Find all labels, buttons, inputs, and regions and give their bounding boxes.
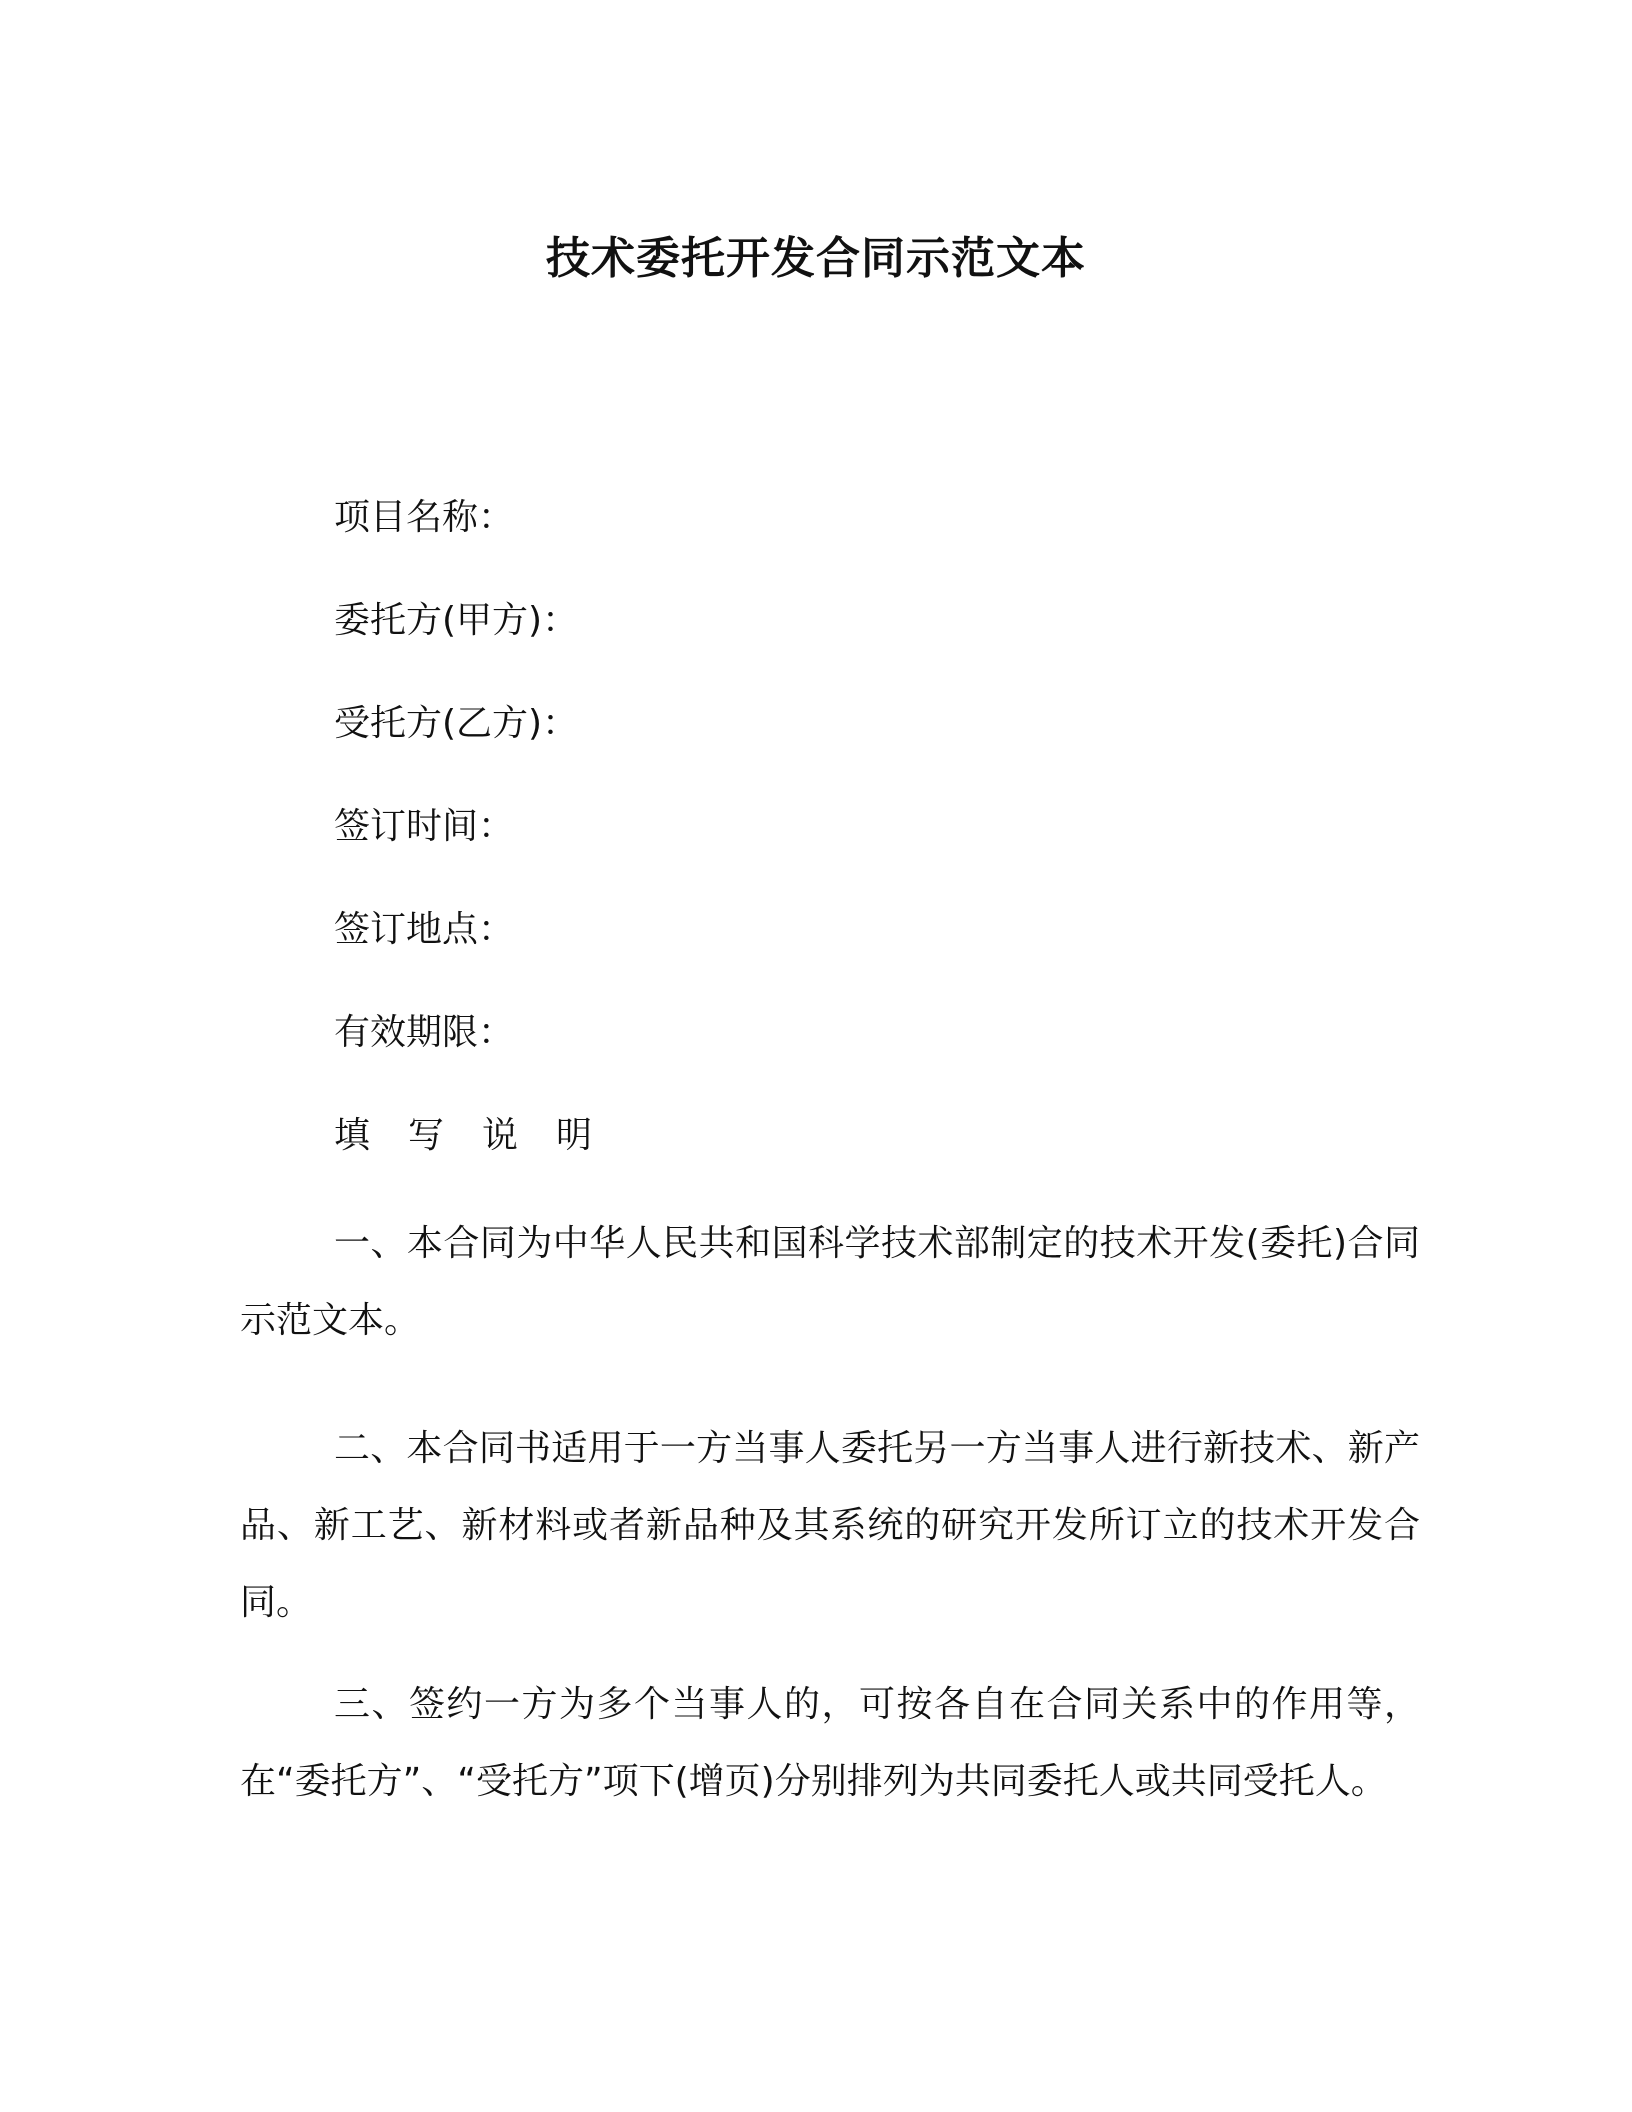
field-project-name: 项目名称： — [334, 497, 515, 538]
document-title: 技术委托开发合同示范文本 — [546, 233, 1086, 284]
instructions-heading: 填写说明 — [334, 1115, 631, 1156]
field-validity-period: 有效期限： — [334, 1012, 515, 1053]
instruction-paragraph-2: 二、本合同书适用于一方当事人委托另一方当事人进行新技术、新产品、新工艺、新材料或者新品种及其系统的研究开发所订立的技术开发合同。 — [240, 1428, 1420, 1623]
field-signing-place: 签订地点： — [334, 909, 515, 950]
field-signing-time: 签订时间： — [334, 806, 515, 847]
instruction-paragraph-1: 一、本合同为中华人民共和国科学技术部制定的技术开发(委托)合同示范文本。 — [240, 1223, 1420, 1341]
field-contractor: 受托方(乙方)： — [334, 703, 579, 744]
instruction-paragraph-3: 三、签约一方为多个当事人的，可按各自在合同关系中的作用等，在“委托方”、“受托方”项下(增页)分别排列为共同委托人或共同受托人。 — [240, 1684, 1420, 1802]
field-client: 委托方(甲方)： — [334, 600, 579, 641]
